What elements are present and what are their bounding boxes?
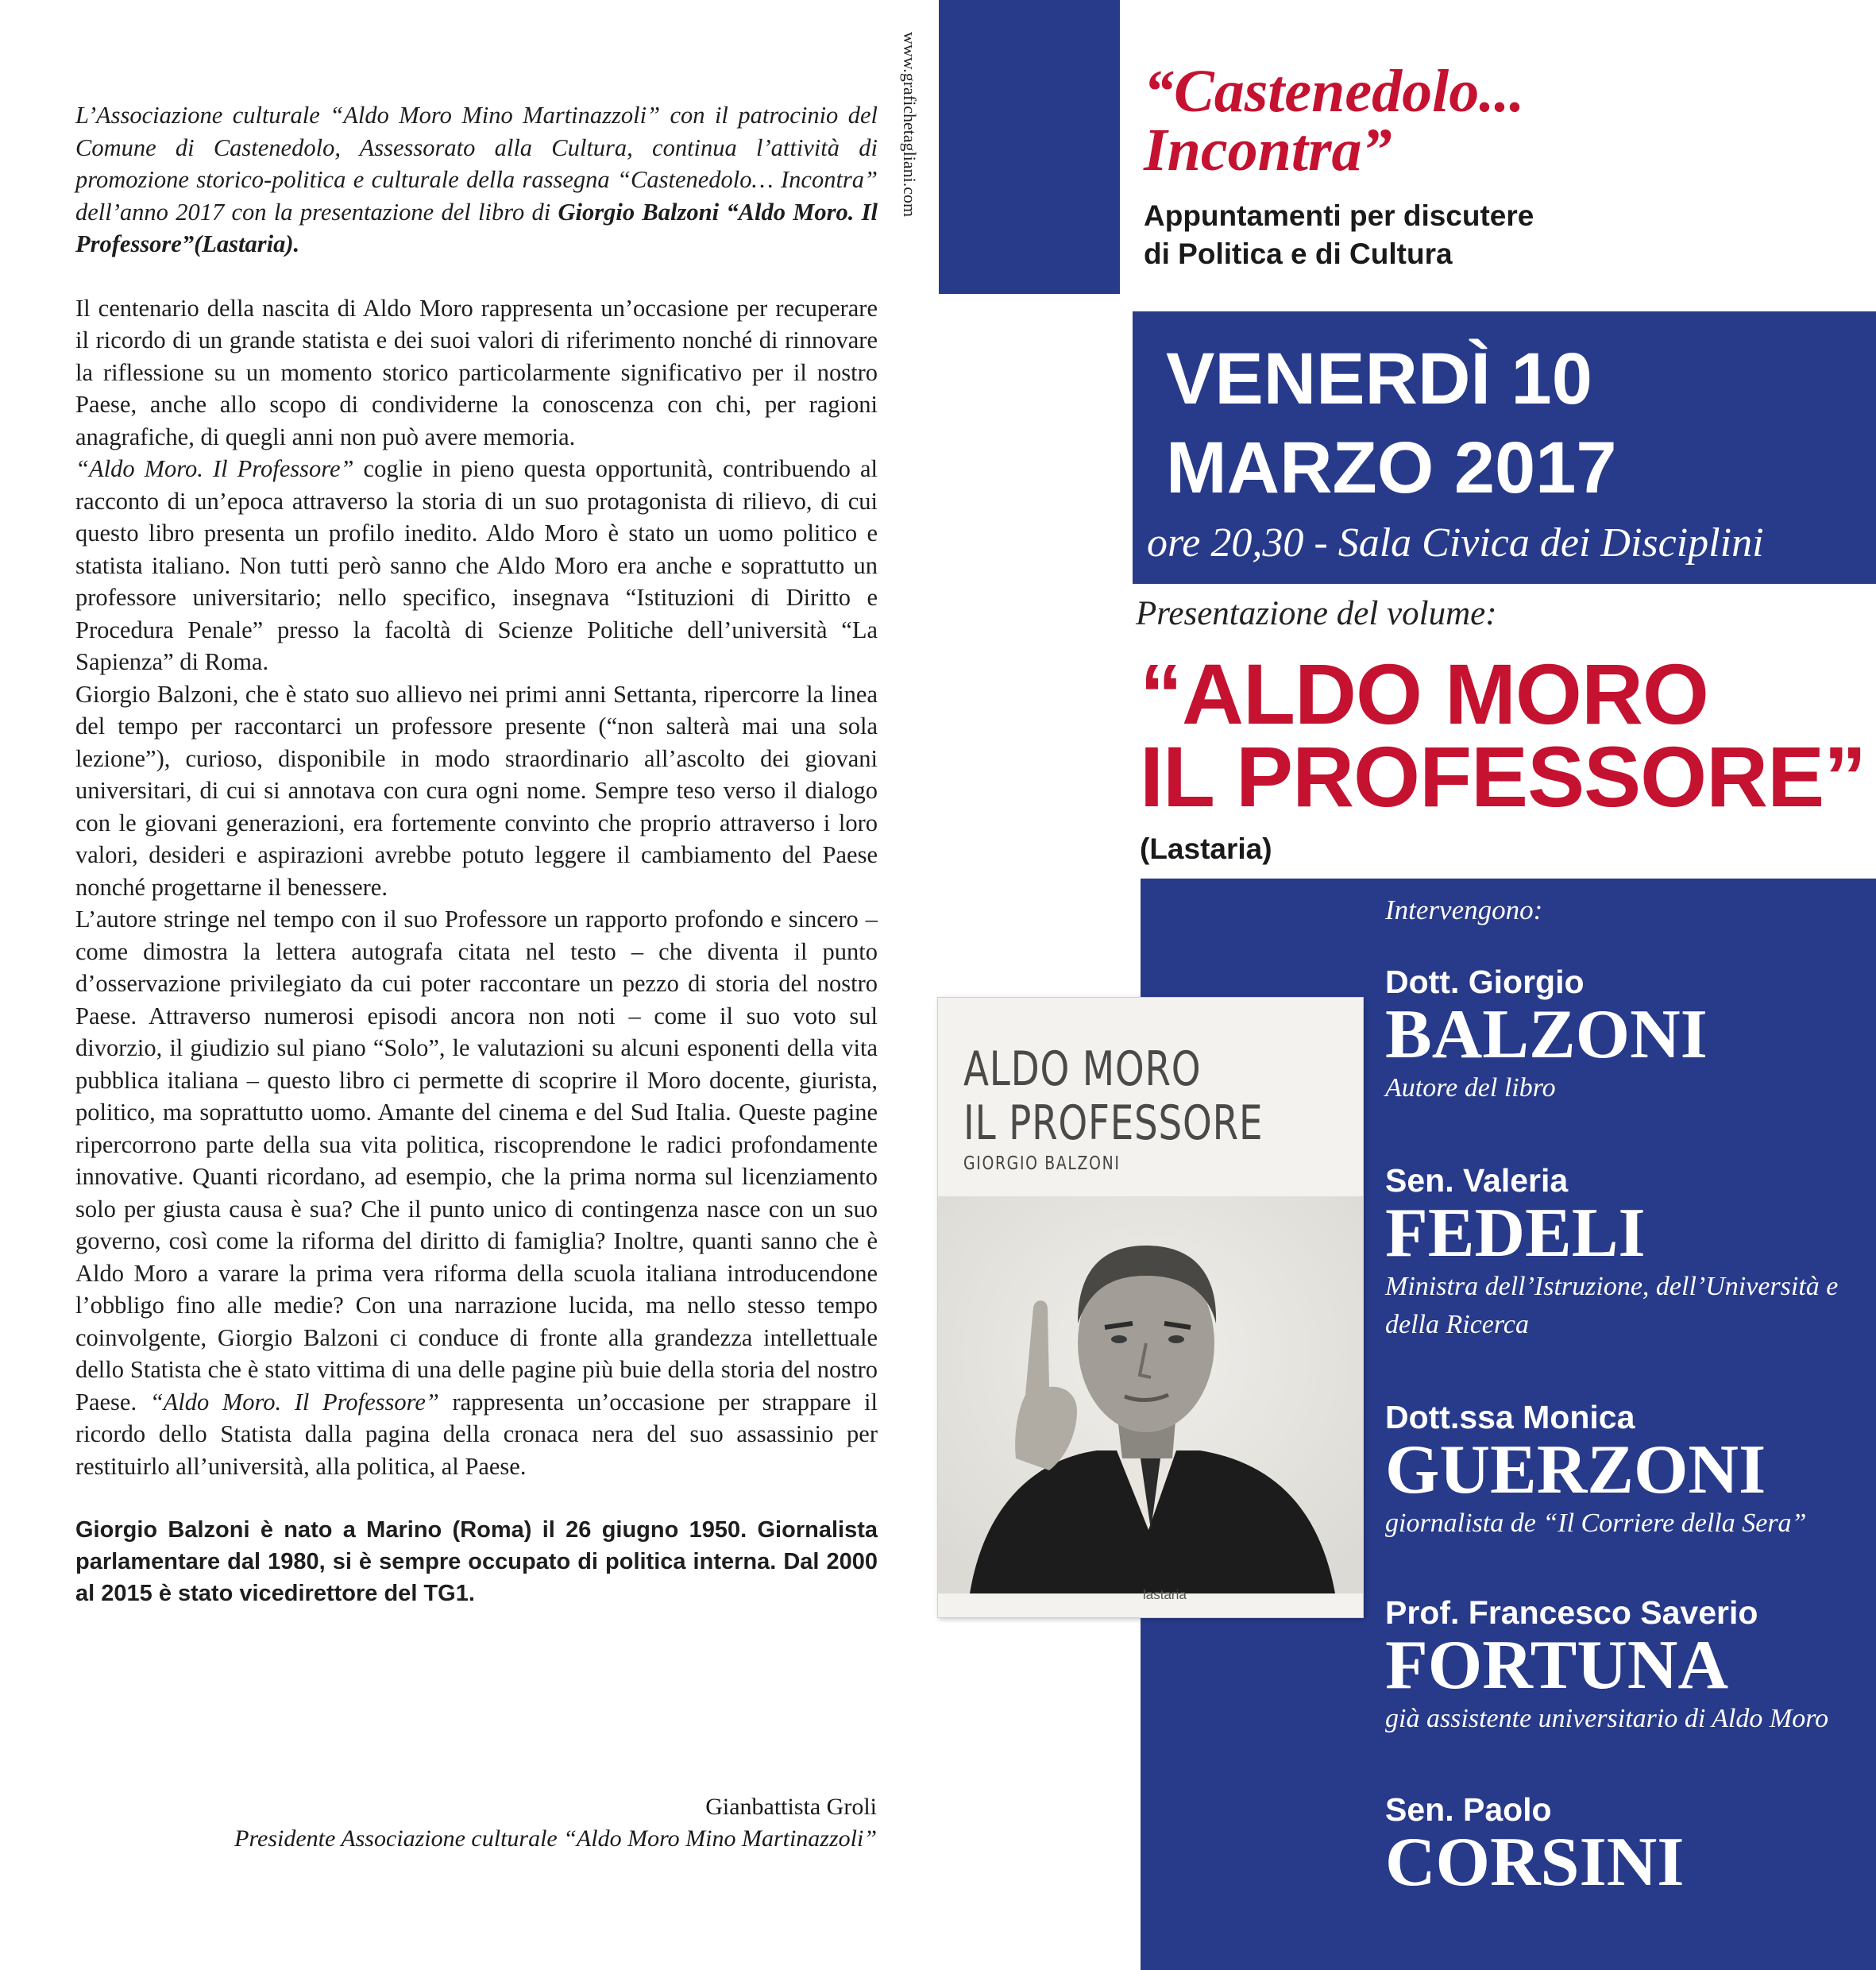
- intro-text-column: [75, 99, 878, 1609]
- cover-title-line1: ALDO MORO: [963, 1041, 1202, 1097]
- speaker-fedeli: Sen. Valeria FEDELI Ministra dell’Istruzione, dell’Università e della Ricerca: [1385, 1162, 1839, 1339]
- speaker-fortuna: Prof. Francesco Saverio FORTUNA già assistente universitario di Aldo Moro: [1385, 1594, 1829, 1733]
- signature-name: Gianbattista Groli: [705, 1794, 877, 1820]
- paragraph-author-relationship: L’autore stringe nel tempo con il suo Professore un rapporto profondo e sincero – come dimostra la lettera autografa citata nel testo – che diventa il punto d’osservazione privilegiato da cui poter raccontare un pezzo di storia del nostro Paese. Attraverso numerosi episodi ancora non noti – come il suo voto sul divorzio, il giudizio sul piano “Solo”, le valutazioni su alcuni esponenti della vita pubblica italiana – questo libro ci permette di scoprire il Moro docente, giurista, politico, ma soprattutto uomo. Amante del cinema e del Sud Italia. Queste pagine ripercorrono parte della sua vita politica, riscoprendone le radici profondamente innovative. Quanti ricordano, ad esempio, che la prima norma sul licenziamento solo per giusta causa è sua? Che il punto unico di contingenza nasce con un suo governo, così come la riforma del diritto di famiglia? Inoltre, quanti sanno che è Aldo Moro a varare la prima vera riforma della scuola italiana introducendone l’obbligo fino alle medie? Con una narrazione lucida, ma nello stesso tempo coinvolgente, Giorgio Balzoni ci conduce di fronte alla grandezza intellettuale dello Statista che è stato vittima di una delle pagine più buie della storia del nostro Paese. “Aldo Moro. Il Professore” rappresenta un’occasione per strappare il ricordo dello Statista dalla pagina della cronaca nera del suo assassinio per restituirlo all’università, alla politica, al Paese.: [75, 906, 878, 1480]
- top-blue-band: [939, 0, 1120, 294]
- book-title: “ALDO MORO IL PROFESSORE”: [1140, 646, 1866, 825]
- series-title: “Castenedolo... Incontra”: [1144, 58, 1525, 183]
- event-month-year: MARZO 2017: [1166, 427, 1617, 508]
- series-subtitle: Appuntamenti per discutere di Politica e di Cultura: [1144, 199, 1534, 270]
- printer-credit: www.grafichetagliani.com: [900, 32, 920, 218]
- presentation-label: Presentazione del volume:: [1136, 595, 1497, 632]
- event-day: VENERDÌ 10: [1166, 338, 1592, 419]
- intro-paragraph: L’Associazione culturale “Aldo Moro Mino Martinazzoli” con il patrocinio del Comune di Castenedolo, Assessorato alla Cultura, continua l’attività di promozione storico-politica e culturale della rassegna “Castenedolo… Incontra” dell’anno 2017 con la presentazione del libro di Giorgio Balzoni “Aldo Moro. Il Professore”(Lastaria).: [75, 102, 878, 257]
- speaker-corsini: Sen. Paolo CORSINI: [1385, 1791, 1685, 1901]
- book-cover-image: [937, 997, 1364, 1618]
- event-time-place: ore 20,30 - Sala Civica dei Disciplini: [1147, 520, 1764, 566]
- cover-publisher-logo: lastaria: [1143, 1587, 1187, 1602]
- date-box: [1133, 311, 1876, 584]
- paragraph-opportunity: “Aldo Moro. Il Professore” coglie in pieno questa opportunità, contribuendo al racconto di un’epoca attraverso la storia di un suo protagonista di rilievo, di cui questo libro presenta un profilo inedito. Aldo Moro è stato un uomo politico e statista italiano. Non tutti però sanno che Aldo Moro era anche e soprattutto un professore universitario; nello specifico, insegnava “Istituzioni di Diritto e Procedura Penale” presso la facoltà di Scienze Politiche dell’università “La Sapienza” di Roma.: [75, 455, 878, 675]
- cover-title-line2: IL PROFESSORE: [963, 1095, 1264, 1151]
- cover-author: GIORGIO BALZONI: [963, 1153, 1121, 1174]
- author-bio: Giorgio Balzoni è nato a Marino (Roma) il 26 giugno 1950. Giornalista parlamentare dal 1980, si è sempre occupato di politica interna. Dal 2000 al 2015 è stato vicedirettore del TG1.: [75, 1517, 878, 1606]
- publisher-name: (Lastaria): [1140, 832, 1272, 865]
- paragraph-student: Giorgio Balzoni, che è stato suo allievo nei primi anni Settanta, ripercorre la linea del tempo per raccontarci un professore presente (“non salterà mai una sola lezione”), curioso, disponibile in modo straordinario all’ascolto dei giovani universitari, di cui si annotava con cura ogni nome. Sempre teso verso il dialogo con le giovani generazioni, era fortemente convinto che proprio attraverso i loro valori, desideri e aspirazioni avrebbe potuto leggere il cambiamento del Paese nonché progettarne il benessere.: [75, 680, 878, 901]
- paragraph-centenary: Il centenario della nascita di Aldo Moro rappresenta un’occasione per recuperare il ricordo di un grande statista e dei suoi valori di riferimento nonché di rinnovare la riflessione su un momento storico particolarmente significativo per il nostro Paese, anche allo scopo di condividerne la conoscenza con chi, per ragioni anagrafiche, di quegli anni non può avere memoria.: [75, 294, 878, 450]
- signature-block: [234, 1791, 877, 1855]
- portrait-photo: [938, 1196, 1363, 1593]
- speakers-heading: Intervengono:: [1385, 894, 1543, 925]
- speaker-balzoni: Dott. Giorgio BALZONI Autore del libro: [1385, 964, 1708, 1103]
- speaker-guerzoni: Dott.ssa Monica GUERZONI giornalista de “Il Corriere della Sera”: [1385, 1399, 1807, 1538]
- signature-role: Presidente Associazione culturale “Aldo Moro Mino Martinazzoli”: [234, 1825, 877, 1852]
